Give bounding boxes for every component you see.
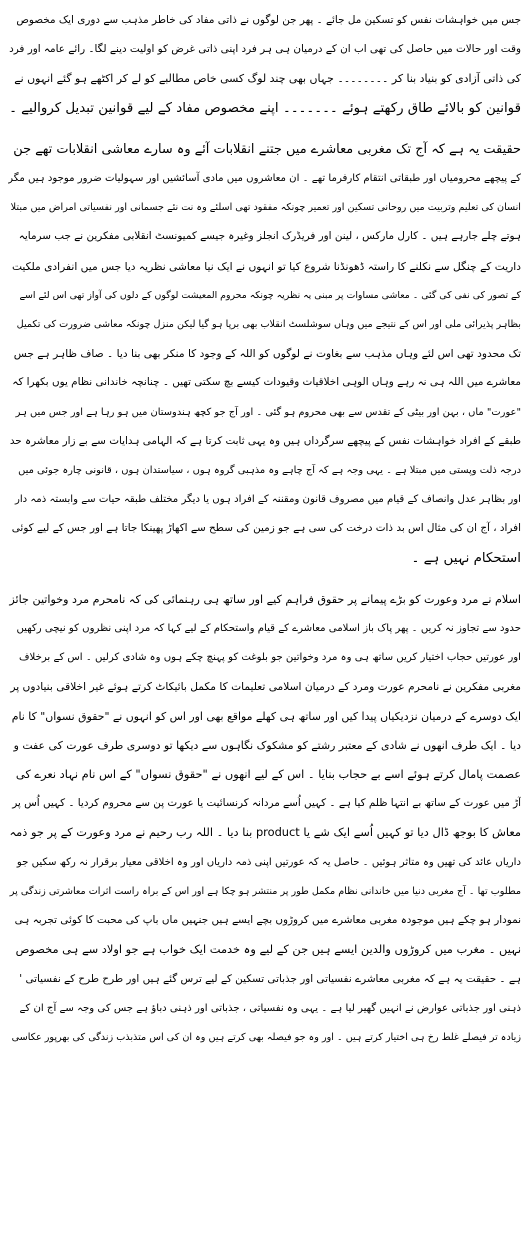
- text-line: کے پیچھے محرومیاں اور طبقاتی انتقام کارفرما تھے ۔ ان معاشروں میں مادی آسائشیں اور سہولیات ضرور موجود ہیں مگر: [8, 173, 521, 185]
- paragraph-1: [8, 6, 521, 123]
- text-line: "عورت" ماں ، بہن اور بیٹی کے تقدس سے بھی محروم ہو گئی ۔ اور آج جو کچھ ہندوستان میں ہو رہا ہے اور جس میں ہر: [15, 406, 521, 418]
- text-line: اسلام نے مرد وعورت کو بڑے پیمانے پر حقوق فراہم کیے اور ساتھ ہی رہنمائی کی کہ نامحرم مرد وخواتین جائز: [9, 592, 521, 606]
- text-line: معاشرے میں اللہ ہی نہ رہے وہاں الوہی اخلاقیات وقیودات کیسے بچ سکتی تھیں ۔ چنانچہ خاندانی نظام یوں بکھرا کہ: [12, 376, 521, 389]
- text-line: ایک دوسرے کے درمیان نزدیکیاں پیدا کیں اور ساتھ ہی کھلے مواقع بھی اور اس کو انہوں نے "حقوق نسواں" کا نام: [11, 709, 521, 723]
- text-line: استحکام نہیں ہے ۔: [411, 550, 521, 566]
- text-line: تک محدود تھی اس لئے وہاں مذہب سے بغاوت نے لوگوں کو اللہ کے وجود کا منکر بھی بنا دیا ۔ صاف ظاہر ہے جس: [13, 347, 521, 361]
- paragraph-3: [8, 585, 521, 1052]
- text-line: ہوتے چلے جارہے ہیں ۔ کارل مارکس ، لینن اور فریڈرک انجلز وغیرہ جیسے کمیونسٹ انقلابی مفکرین نے جب سرمایہ: [18, 230, 521, 243]
- text-line: کی ذاتی آزادی کو بنیاد بنا کر ۔۔۔۔۔۔۔۔ جہاں بھی چند لوگ کسی خاص مطالبے کو لے کر اکٹھے ہو گئے انہوں نے: [14, 72, 521, 86]
- text-line: معاش کا بوجھ ڈال دیا تو کہیں اُسے ایک شے یا product بنا دیا ۔ اللہ رب رحیم نے مرد وعورت کے پر جو ذمہ: [9, 825, 521, 840]
- text-line: جس میں خواہشات نفس کو تسکین مل جائے ۔ پھر جن لوگوں نے ذاتی مفاد کی خاطر مذہب سے دوری ایک مخصوص: [16, 14, 521, 26]
- text-line: دیا ۔ ایک طرف انھوں نے شادی کے معتبر رشتے کو مشکوک نگاہوں سے دیکھا تو دوسری طرف عورت کی عفت و: [13, 738, 521, 752]
- text-line: نہیں ۔ مغرب میں کروڑوں والدین ایسے ہیں جن کے لیے وہ خدمت ایک خواب ہے جو اولاد سے ہی مخصوص: [15, 942, 521, 957]
- text-line: مطلوب تھا ۔ آج مغربی دنیا میں خاندانی نظام مکمل طور پر منتشر ہو چکا ہے اور اس کے براہ راست اثرات معاشرتی زندگی پر: [9, 885, 521, 897]
- text-line: ہے ۔ حقیقت یہ ہے کہ مغربی معاشرے نفسیاتی اور جذباتی تسکین کے لیے ترس گئے ہیں اور طرح طرح کے نفسیاتی ': [19, 972, 521, 985]
- paragraph-2: [8, 135, 521, 573]
- text-line: مغربی مفکرین نے نامحرم عورت ومرد کے درمیان اسلامی تعلیمات کا مکمل بائیکاٹ کرتے ہوئے غیر اخلاقی بنیادوں پر: [10, 680, 521, 694]
- text-line: حدود سے تجاوز نہ کریں ۔ پھر پاک باز اسلامی معاشرے کے قیام واستحکام کے لیے کہا کہ مرد اپنی نظروں کو نیچی رکھیں: [16, 623, 521, 635]
- text-line: درجہ ذلت وپستی میں مبتلا ہے ۔ یہی وجہ ہے کہ آج چاہے وہ مذہبی گروہ ہوں ، سیاستدان ہوں ، قانونی چارہ جوئی میں: [18, 465, 521, 477]
- text-line: وقت اور حالات میں حاصل کی تھی اب ان کے درمیان ہی ہر فرد اپنی ذاتی غرض کو اولیت دینے لگا۔ رائے عامہ اور فرد: [9, 43, 521, 56]
- text-line: افراد ، آج ان کی مثال اس بد ذات درخت کی سی ہے جو زمین کی سطح سے اکھاڑ پھینکا جاتا ہے اور جس کے لیے کوئی: [11, 522, 521, 535]
- text-line: داریت کے چنگل سے نکلنے کا راستہ ڈھونڈنا شروع کیا تو انہوں نے ایک نیا معاشی نظریہ دیا جس میں انفرادی ملکیت: [11, 259, 521, 273]
- text-line: انسان کی تعلیم وتربیت میں روحانی تسکین اور تعمیر چونکہ مفقود تھی اسلئے وہ نت نئے جسمانی اور نفسیاتی امراض میں مبتلا: [10, 202, 521, 214]
- text-line: کے تصور کی نفی کی گئی ۔ معاشی مساوات پر مبنی یہ نظریہ چونکہ محروم المعیشت لوگوں کے دلوں کی آواز تھی اس لئے اسے: [19, 289, 521, 301]
- text-line: قوانین کو بالائے طاق رکھتے ہوئے ۔۔۔۔۔۔۔ اپنے مخصوص مفاد کے لیے قوانین تبدیل کروالیے ۔: [9, 100, 521, 116]
- text-line: زیادہ تر فیصلے غلط رخ ہی اختیار کرتے ہیں ۔ اور وہ جو فیصلہ بھی کرتے ہیں وہ ان کی اس متذبذب زندگی کی بھرپور عکاسی: [11, 1031, 521, 1043]
- text-line: ذہنی اور جذباتی عوارض نے انہیں گھیر لیا ہے ۔ یہی وہ نفسیاتی ، جذباتی اور ذہنی دباؤ ہے جس کی وجہ سے آج ان کے: [19, 1002, 521, 1014]
- text-line: نمودار ہو چکے ہیں موجودہ مغربی معاشرے میں کروڑوں بچے ایسے ہیں جنہیں ماں باپ کی محبت کا کوئی تجربہ ہی: [14, 914, 521, 927]
- text-line: عصمت پامال کرتے ہوئے اسے بے حجاب بنایا ۔ اس کے لیے انھوں نے "حقوق نسواں" کے اس نام نہاد نعرے کی: [15, 767, 521, 782]
- text-line: داریاں عائد کی تھیں وہ متاثر ہوئیں ۔ حاصل یہ کہ عورتیں اپنی ذمہ داریاں اور وہ اخلاقی معیار برقرار نہ رکھ سکیں جو: [16, 856, 521, 868]
- text-line: طبقے کے افراد خواہشات نفس کے پیچھے سرگرداں ہیں وہ یہی ثابت کرتا ہے کہ الہامی ہدایات سے بے زار معاشرہ حد: [9, 434, 521, 447]
- text-line: اور عورتیں حجاب اختیار کریں ساتھ ہی وہ مرد وخواتین جو بلوغت کو پہنچ چکے ہوں وہ شادی کرلیں ۔ اس کے برخلاف: [19, 652, 521, 664]
- text-line: بظاہر پذیرائی ملی اور اس کے نتیجے میں وہاں سوشلسٹ انقلاب بھی برپا ہو گیا لیکن منزل چونکہ معاشی ضرورت کی تکمیل: [16, 319, 521, 331]
- text-line: حقیقت یہ ہے کہ آج تک مغربی معاشرے میں جتنے انقلابات آئے وہ سارے معاشی انقلابات تھے جن: [13, 141, 521, 157]
- text-line: اور بظاہر عدل وانصاف کے قیام میں مصروف قانون ومقننہ کے افراد ہوں یا دیگر مختلف طبقہ حیات سے وابستہ ذمہ دار: [14, 494, 521, 506]
- text-line: آڑ میں عورت کے ساتھ بے انتہا ظلم کیا ہے ۔ کہیں اُسے مردانہ کرنسائیت یا عورت پن سے محروم کردیا ۔ کہیں اُس پر: [12, 797, 521, 810]
